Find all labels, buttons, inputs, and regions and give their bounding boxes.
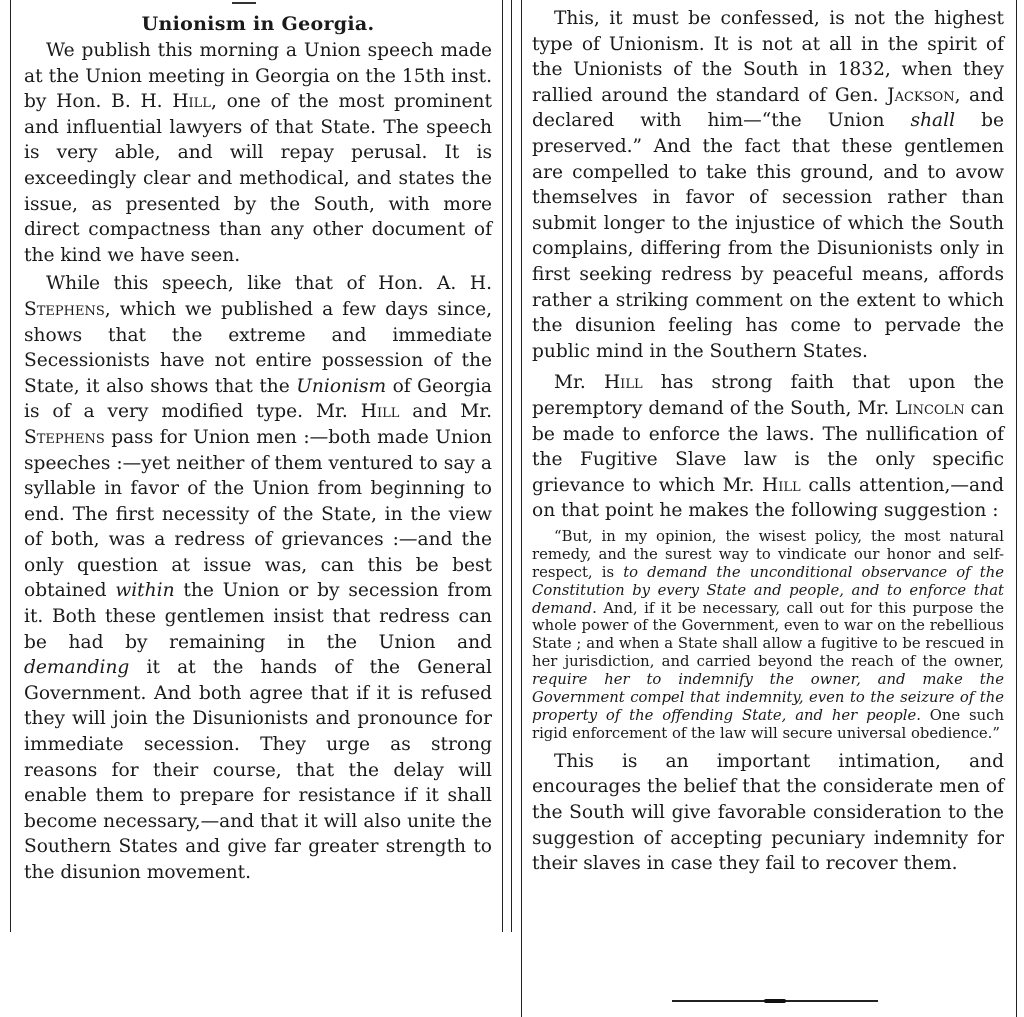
text-run: Hill: [762, 474, 801, 496]
paragraph-4: [532, 370, 1004, 524]
paragraph-2: [24, 271, 492, 885]
text-run: , one of the most prominent and influential lawyers of that State. The speech is very able, and will repay perusal. It is exceedingly clear and methodical, and states the issue, as presented by the South, with more direct compactness than any other document of the kind we have seen.: [24, 91, 493, 266]
paragraph-3: [532, 6, 1004, 364]
text-run: within: [115, 580, 175, 602]
column-divider-rule-a: [502, 0, 503, 932]
text-run: of Georgia is of a very modified type. Mr.: [24, 375, 492, 423]
text-run: be preserved.” And the fact that these gentlemen are compelled to take this ground, and to avow themselves in favor of secession rather than submit longer to the injustice of which the South complains, differing from the Disunionists only in first seeking redress by peaceful means, affords rather a striking comment on the extent to which the disunion feeling has come to pervade the public mind in the Southern States.: [532, 110, 1004, 362]
text-run: calls attention,—and on that point he makes the following suggestion :: [532, 474, 1004, 522]
text-run: And, if it be necessary, call out for this purpose the whole power of the Government, even to war on the rebellious State ; and when a State shall allow a fugitive to be rescued in her jurisdiction, and carried beyond the reach of the owner,: [532, 599, 1004, 671]
right-column: [532, 6, 1004, 877]
text-run: shall: [910, 110, 956, 132]
column-divider-rule-c: [521, 0, 522, 1017]
text-run: it at the hands of the General Government. And both agree that if it is refused they will join the Disunionists and pronounce for immediate secession. They urge as strong reasons for their course, that the delay will enable them to prepare for resistance if it shall become necessary,—and that it will also unite the Southern States and give far greater strength to the disunion movement.: [24, 657, 492, 883]
column-divider-rule-b: [511, 0, 512, 932]
text-run: Mr.: [554, 372, 604, 394]
text-run: Unionism: [296, 375, 387, 397]
text-run: , which we published a few days since, shows that the extreme and immediate Secessionists have not entire possession of the State, it also shows that the: [24, 298, 492, 397]
text-run: This, it must be confessed, is not the highest type of Unionism. It is not at all in the spirit of the Unionists of the South in 1832, when they rallied around the standard of Gen.: [532, 8, 1004, 106]
paragraph-5: [532, 749, 1004, 877]
text-run: This is an important intimation, and encourages the belief that the considerate men of the South will give favorable consideration to the suggestion of accepting pecuniary indemnity for their slaves in case they fail to recover them.: [532, 750, 1004, 875]
text-run: the Union or by secession from it. Both these gentlemen insist that redress can be had by remaining in the Union and: [24, 580, 492, 653]
hill-quotation: [532, 528, 1004, 743]
left-border-rule: [10, 0, 11, 932]
text-run: require her to indemnify the owner, and make the Government compel that indemnity, even to the seizure of the property of the offending State, and her people.: [532, 671, 1004, 724]
text-run: Hill: [360, 401, 400, 423]
paragraph-1: [24, 38, 492, 268]
text-run: and Mr.: [399, 401, 493, 423]
text-run: Stephens: [24, 298, 105, 320]
left-column: [24, 12, 492, 886]
text-run: , and declared with him—“the Union: [532, 84, 1004, 132]
text-run: Stephens: [24, 426, 105, 448]
closing-ornament: [764, 999, 786, 1003]
article-headline: Unionism in Georgia.: [141, 13, 375, 35]
text-run: One such rigid enforcement of the law will secure universal obedience.”: [532, 706, 1004, 742]
text-run: has strong faith that upon the peremptory demand of the South, Mr.: [532, 372, 1004, 419]
text-run: Jackson: [887, 84, 955, 106]
top-ornament: [232, 2, 256, 4]
text-run: to demand the unconditional observance of the Constitution by every State and people, and to enforce that demand.: [532, 563, 1004, 617]
text-run: “But, in my opinion, the wisest policy, the most natural remedy, and the surest way to vindicate our honor and self-respect, is: [532, 527, 1004, 581]
text-run: can be made to enforce the laws. The nullification of the Fugitive Slave law is the only specific grievance to which Mr.: [532, 397, 1004, 496]
text-run: While this speech, like that of Hon. A. H.: [46, 273, 492, 295]
text-run: Lincoln: [895, 397, 965, 419]
text-run: demanding: [24, 657, 130, 679]
text-run: Hill: [172, 91, 211, 113]
right-border-rule: [1016, 0, 1017, 1017]
text-run: We publish this morning a Union speech made at the Union meeting in Georgia on the 15th inst. by Hon. B. H.: [24, 40, 492, 113]
text-run: Hill: [603, 372, 643, 394]
text-run: pass for Union men :—both made Union speeches :—yet neither of them ventured to say a syllable in favor of the Union from beginning to end. The first necessity of the State, in the view of both, was a redress of grievances :—and the only question at issue was, can this be best obtained: [24, 426, 492, 602]
